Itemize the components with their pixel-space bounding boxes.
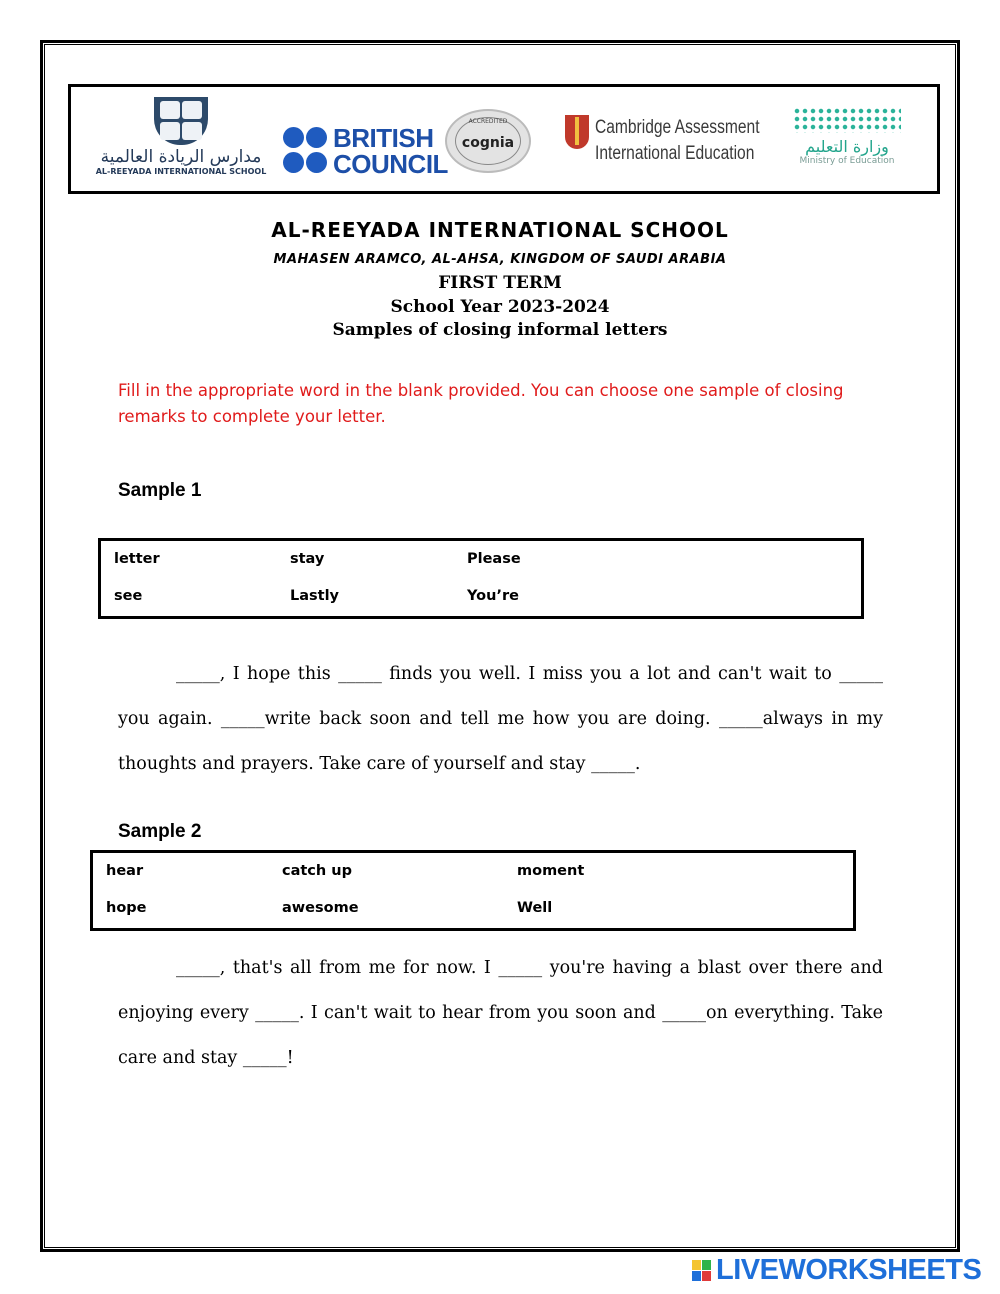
school-shield-icon [154,97,208,145]
instructions: Fill in the appropriate word in the blank provided. You can choose one sample of closing remarks to complete your letter. [118,381,844,426]
ministry-arabic: وزارة التعليم [805,137,889,156]
cambridge-line2: International Education [595,143,755,164]
sample-1-title: Sample 1 [118,480,202,501]
school-logo-arabic: مدارس الريادة العالمية [100,147,262,167]
word-bank-item: catch up [282,863,352,879]
british-council-line1: BRITISH [333,123,434,153]
sample-1-word-bank [98,538,864,619]
sample-1-paragraph [118,652,883,787]
cambridge-line1: Cambridge Assessment [595,117,760,138]
sample-2-text: _____, that's all from me for now. I _____ you're having a blast over there and enjoying every _____. I can't wait to hear from you soon and _____on everything. Take care and stay _____! [118,958,883,1068]
ministry-dots-icon [793,107,901,133]
word-bank-item: Lastly [290,588,340,604]
sample-2-title: Sample 2 [118,821,202,842]
liveworksheets-icon [692,1260,712,1282]
liveworksheets-text: LIVEWORKSHEETS [716,1254,982,1286]
word-bank-item: see [114,588,143,604]
term: FIRST TERM [438,273,562,293]
school-logo-english: AL-REEYADA INTERNATIONAL SCHOOL [95,167,267,176]
ministry-english: Ministry of Education [799,156,895,166]
british-council-line2: COUNCIL [333,149,448,179]
ministry-logo [763,107,931,177]
word-bank-item: hope [106,900,147,916]
worksheet-title: Samples of closing informal letters [332,320,668,340]
cognia-word: cognia [461,135,515,151]
logo-banner [68,84,940,194]
british-council-logo [283,123,448,181]
word-bank-item: Well [517,900,553,916]
sample-2-paragraph [118,946,883,1081]
word-bank-item: stay [290,551,325,567]
word-bank-item: letter [114,551,160,567]
british-council-dots-icon [283,125,329,177]
school-name: AL-REEYADA INTERNATIONAL SCHOOL [271,218,729,242]
word-bank-item: hear [106,863,144,879]
cognia-seal-icon [445,109,531,173]
sample-1-text: _____, I hope this _____ finds you well. I miss you a lot and can't wait to _____ you again. _____write back soon and tell me how you are doing. _____always in my thoughts and prayers. Take care of yourself and stay _____. [118,664,883,774]
school-year: School Year 2023-2024 [390,297,610,317]
school-logo [81,97,281,183]
cambridge-shield-icon [565,115,589,149]
cambridge-logo [565,115,760,177]
word-bank-item: awesome [282,900,359,916]
cognia-accredited: ACCREDITED [468,118,508,125]
word-bank-item: Please [467,551,521,567]
sample-2-word-bank [90,850,856,931]
word-bank-item: You’re [467,588,519,604]
cognia-logo [445,109,533,175]
school-address: MAHASEN ARAMCO, AL-AHSA, KINGDOM OF SAUDI ARABIA [273,252,727,267]
word-bank-item: moment [517,863,585,879]
